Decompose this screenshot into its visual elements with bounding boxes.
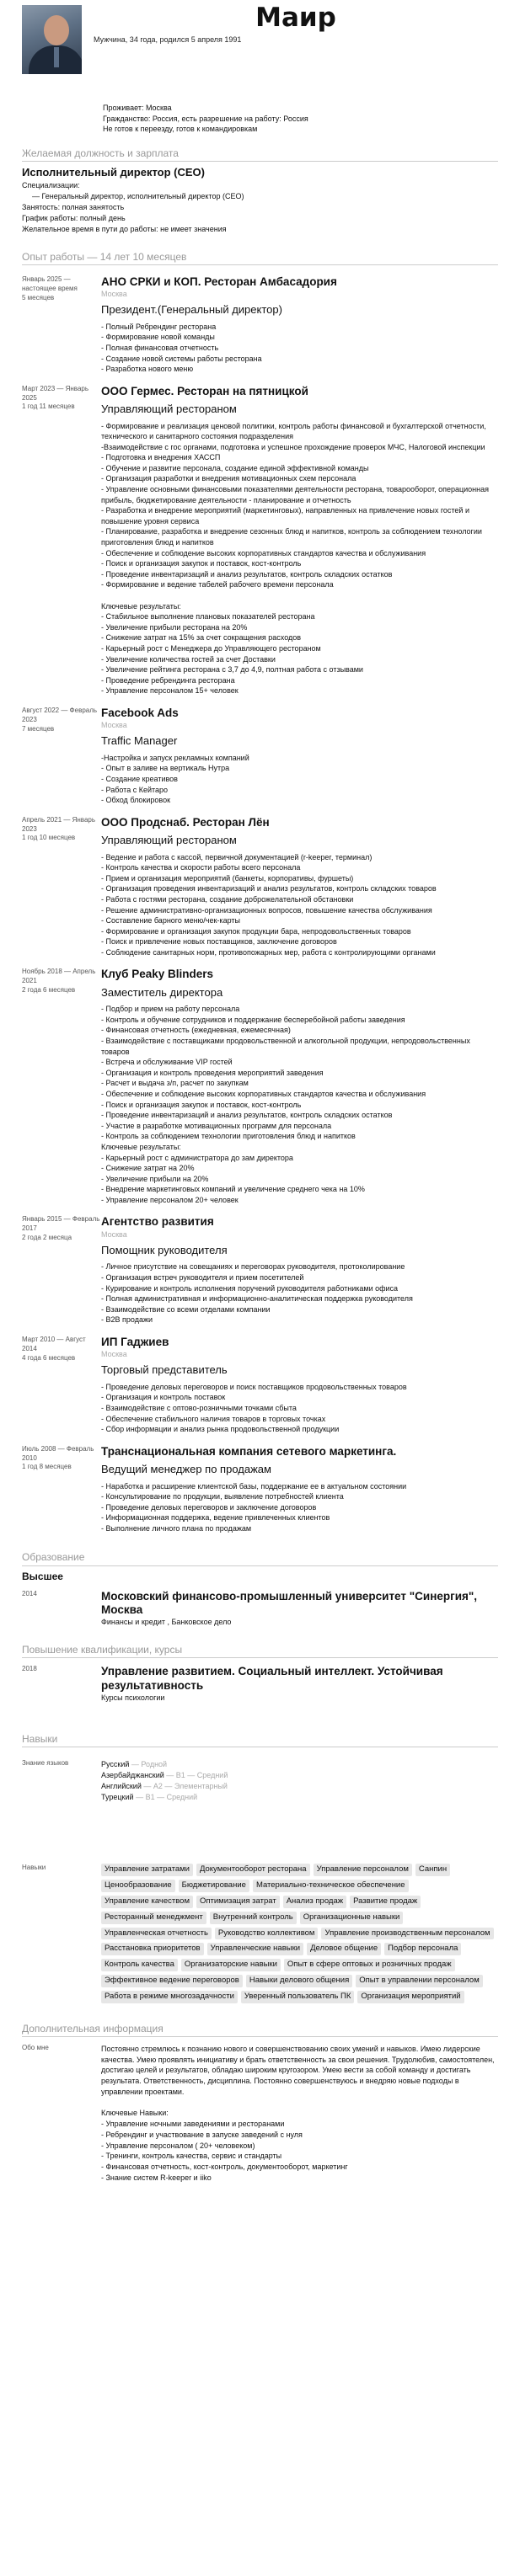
job-details [101,385,498,696]
job-item [22,385,498,696]
job-details [101,1215,498,1325]
job-details [101,1336,498,1435]
job-company: Транснациональная компания сетевого маркетинга. [101,1444,397,1458]
skills-block [22,1864,498,2003]
skill-tag: Эффективное ведение переговоров [101,1975,243,1987]
job-role: Помощник руководителя [101,1243,228,1256]
job-description: - Проведение деловых переговоров и поиск поставщиков продовольственных товаров - Организация и контроль поставок - Взаимодействие с оптово-розничными точками сбыта - Обеспечение стабильного наличия товаров в торговых точках - Сбор информации и анализ рынка продовольственной продукции [101,1382,407,1434]
job-role: Управляющий рестораном [101,402,237,415]
job-duration: 2 года 6 месяцев [22,986,76,995]
skill-tag: Управление качеством [101,1896,193,1908]
resume-header [22,5,498,83]
skill-tag: Работа в режиме многозадачности [101,1991,238,2003]
language-name: Русский [101,1760,130,1769]
skill-tag: Оптимизация затрат [196,1896,280,1908]
skill-tag: Подбор персонала [384,1943,461,1955]
job-company: Клуб Peaky Blinders [101,968,214,981]
education-institution: Московский финансово-промышленный университет "Синергия", Москва [101,1589,478,1617]
course-title: Управление развитием. Социальный интеллект. Устойчивая результативность [101,1665,443,1692]
language-name: Английский [101,1782,142,1791]
skill-tag: Санпин [415,1864,450,1876]
job-city: Москва [101,721,127,730]
education-year: 2014 [22,1589,37,1597]
photo-head-shape [44,15,69,45]
skill-tag: Документооборот ресторана [196,1864,310,1876]
education-level: Высшее [22,1570,63,1582]
job-period: Март 2010 — Август 2014 [22,1335,86,1352]
language-level: — A2 — Элементарный [141,1782,228,1791]
job-role: Управляющий рестораном [101,833,237,846]
language-item [101,1770,498,1781]
job-period: Ноябрь 2018 — Апрель 2021 [22,968,96,985]
language-item [101,1792,498,1803]
header-text [94,5,498,83]
language-level: — Родной [129,1760,168,1769]
job-role: Президент.(Генеральный директор) [101,303,282,317]
language-name: Турецкий [101,1793,134,1802]
skill-tag: Материально-техническое обеспечение [253,1880,409,1892]
candidate-info: Мужчина, 34 года, родился 5 апреля 1991 [94,35,242,45]
job-period: Январь 2025 — настоящее время [22,275,78,292]
job-period-block [22,968,101,1205]
skill-tag: Организационные навыки [300,1912,404,1924]
course-item [22,1665,498,1703]
job-role: Traffic Manager [101,734,178,748]
skills-tags [101,1864,498,2003]
skills-section-title: Навыки [22,1732,498,1747]
job-duration: 5 месяцев [22,293,55,301]
job-item [22,1215,498,1325]
language-item [101,1781,498,1792]
skill-tag: Уверенный пользователь ПК [241,1991,355,2003]
skill-tag: Ресторанный менеджмент [101,1912,206,1924]
skill-tag: Контроль качества [101,1959,178,1971]
job-period-block [22,1445,101,1534]
job-period-block [22,1336,101,1435]
job-item [22,707,498,806]
languages-label: Знание языков [22,1759,69,1768]
job-description: -Настройка и запуск рекламных компаний - Опыт в заливе на вертикаль Нутра - Создание креативов - Работа с Кейтаро - Обход блокировок [101,753,249,805]
job-company: Агентство развития [101,1215,214,1229]
job-details [101,816,498,958]
job-company: ООО Гермес. Ресторан на пятницкой [101,384,308,397]
job-period-block [22,275,101,375]
skill-tag: Расстановка приоритетов [101,1943,204,1955]
job-company: ИП Гаджиев [101,1335,169,1348]
skill-tag: Управление персоналом [314,1864,412,1876]
skill-tag: Управленческая отчетность [101,1928,212,1940]
citizenship: Гражданство: Россия, есть разрешение на работу: Россия [103,114,308,123]
desired-position: Исполнительный директор (CEO) [22,165,205,179]
profile-photo [22,5,82,74]
job-period-block [22,707,101,806]
skill-tag: Управление производственным персоналом [321,1928,493,1940]
languages-list [101,1759,498,1803]
skill-tag: Навыки делового общения [246,1975,352,1987]
language-level: — B1 — Средний [164,1771,228,1780]
skill-tag: Управленческие навыки [207,1943,303,1955]
job-city: Москва [101,1350,127,1359]
skill-tag: Опыт в сфере оптовых и розничных продаж [284,1959,455,1971]
skill-tag: Бюджетирование [179,1880,249,1892]
skill-tag: Организаторские навыки [181,1959,281,1971]
job-details [101,707,498,806]
job-company: Facebook Ads [101,706,179,719]
candidate-name: Маир [255,3,336,33]
job-item [22,275,498,375]
job-period: Январь 2015 — Февраль 2017 [22,1215,100,1233]
job-city: Москва [101,1229,127,1239]
about-label: Обо мне [22,2043,49,2051]
job-description: - Личное присутствие на совещаниях и переговорах руководителя, протоколирование - Организация встреч руководителя и прием посетителей - Курирование и контроль исполнения поручений руководителя работниками офиса - Полная административная и информационно-аналитическая поддержка руководителя - Взаимодействие со всеми отделами компании - B2B продажи [101,1262,413,1325]
education-item [22,1590,498,1628]
job-item [22,968,498,1205]
job-company: АНО СРКИ и КОП. Ресторан Амбасадория [101,275,337,288]
education-section-title: Образование [22,1550,498,1565]
language-name: Азербайджанский [101,1771,164,1780]
job-duration: 1 год 10 месяцев [22,834,76,842]
job-role: Торговый представитель [101,1363,228,1377]
address-block [103,103,498,135]
residence: Проживает: Москва [103,104,172,112]
skill-tag: Внутренний контроль [210,1912,297,1924]
job-item [22,816,498,958]
skill-tag: Деловое общение [307,1943,381,1955]
commute: Желательное время в пути до работы: не имеет значения [22,224,227,233]
language-item [101,1759,498,1770]
desired-section-title: Желаемая должность и зарплата [22,147,498,162]
spec-label: Специализации: [22,180,80,189]
job-company: ООО Продснаб. Ресторан Лён [101,815,270,829]
photo-tie-shape [54,47,59,67]
employment: Занятость: полная занятость [22,202,125,211]
job-item [22,1336,498,1435]
about-section-title: Дополнительная информация [22,2022,498,2037]
courses-section-title: Повышение квалификации, курсы [22,1643,498,1658]
job-role: Ведущий менеджер по продажам [101,1462,271,1475]
job-duration: 7 месяцев [22,724,55,733]
job-description: - Наработка и расширение клиентской базы, поддержание ее в актуальном состоянии - Консультирование по продукции, выявление потребностей клиента - Проведение деловых переговоров и заключение договоров - Информационная поддержка, ведение привлеченных клиентов - Выполнение личного плана по продажам [101,1481,407,1533]
spec-item: — Генеральный директор, исполнительный директор (CEO) [32,191,244,200]
about-block [22,2044,498,2184]
job-details [101,1445,498,1534]
job-duration: 1 год 11 месяцев [22,403,75,411]
skills-label: Навыки [22,1864,46,1872]
jobs-list [22,275,498,1534]
job-description: - Подбор и прием на работу персонала - Контроль и обучение сотрудников и поддержание бесперебойной работы заведения - Финансовая отчетность (ежедневная, ежемесячная) - Взаимодействие с поставщиками продовольственной и алкогольной продукции, непродовольственных товаров - Встреча и обслуживание VIP гостей - Организация и контроль проведения мероприятий заведения - Расчет и выдача з/п, расчет по закупкам - Обеспечение и соблюдение высоких корпоративных стандартов качества и обслуживания - Поиск и организация закупок и поставок, кост-контроль - Проведение инвентаризаций и анализ результатов, контроль складских остатков - Участие в разработке мотивационных программ для персонала - Контроль за соблюдением технологии приготовления блюд и напитков Ключевые результаты: - Карьерный рост с администратора до зам директора - Снижение затрат на 20% - Увеличение прибыли на 20% - Внедрение маркетинговых компаний и увеличение среднего чека на 10% - Управление персоналом 20+ человек [101,1005,470,1204]
relocation: Не готов к переезду, готов к командировкам [103,125,258,134]
job-period-block [22,1215,101,1325]
job-period: Август 2022 — Февраль 2023 [22,706,98,723]
job-duration: 1 год 8 месяцев [22,1463,72,1471]
job-item [22,1445,498,1534]
experience-section-title: Опыт работы — 14 лет 10 месяцев [22,250,498,265]
languages-block [22,1759,498,1803]
job-role: Заместитель директора [101,985,223,999]
job-city: Москва [101,290,127,299]
job-period-block [22,816,101,958]
job-period: Март 2023 — Январь 2025 [22,384,89,402]
about-text: Постоянно стремлюсь к познанию нового и совершенствованию своих умений и навыков. Имею лидерские качества. Умею проявлять инициативу и брать ответственность за свои решения. Трудолюбив, самостоятелен, достигаю целей и результатов, обладаю широким кругозором. Умею вести за собой команду и достигать результата. Ответственность, дисциплина. Постоянно совершенствуюсь и внедряю новые подходы в управлении проектами. Ключевые Навыки: - Управление ночными заведениями и ресторанами - Ребрендинг и участвование в запуске заведений с нуля - Управление персоналом ( 20+ человеком) - Тренинги, контроль качества, сервис и стандарты - Финансовая отчетность, кост-контроль, документооборот, маркетинг - Знание систем R-keeper и iiko [101,2044,495,2182]
job-period: Июль 2008 — Февраль 2010 [22,1444,94,1462]
education-faculty: Финансы и кредит , Банковское дело [101,1618,232,1627]
skill-tag: Руководство коллективом [215,1928,319,1940]
job-description: - Формирование и реализация ценовой политики, контроль работы финансовой и бухгалтерской отчетности, технического и санитарного состояния подразделения -Взаимодействие с гос органами, подготовка и успешное прохождение проверок МЧС, Налоговой инспекции - Подготовка и внедрения ХАССП - Обучение и развитие персонала, создание единой эффективной команды - Организация разработки и внедрения мотивационных схем персонала - Управление основными финансовыми показателями деятельности ресторана, товарооборот, операционная прибыль, бюджетирование деятельности - планирование и отчетность - Разработка и внедрение мероприятий (маркетинговых), направленных на привлечение новых гостей и повышение уровня сервиса - Планирование, разработка и внедрение сезонных блюд и напитков, контроль за соблюдением технологии приготовления блюд и напитков - Обеспечение и соблюдение высоких корпоративных стандартов качества и обслуживания - Поиск и организация закупок и поставок, кост-контроль - Проведение инвентаризаций и анализ результатов, контроль складских остатков - Формирование и ведение табелей рабочего времени персонала Ключевые результаты: - Стабильное выполнение плановых показателей ресторана - Увеличение прибыли ресторана на 20% - Снижение затрат на 15% за счет сокращения расходов - Карьерный рост с Менеджера до Управляющего рестораном - Увеличение количества гостей за счет Доставки - Увеличение рейтинга ресторана с 3,7 до 4,9, полтная работа с отзывами - Проведение ребрендинга ресторана - Управление персоналом 15+ человек [101,421,489,696]
course-org: Курсы психологии [101,1693,165,1702]
job-duration: 2 года 2 месяца [22,1234,72,1242]
language-level: — B1 — Средний [133,1793,198,1802]
skill-tag: Опыт в управлении персоналом [356,1975,483,1987]
skill-tag: Развитие продаж [350,1896,421,1908]
skill-tag: Ценообразование [101,1880,175,1892]
job-period: Апрель 2021 — Январь 2023 [22,815,96,833]
schedule: График работы: полный день [22,213,126,222]
desired-details [22,180,498,235]
skill-tag: Управление затратами [101,1864,193,1876]
job-details [101,275,498,375]
skill-tag: Анализ продаж [283,1896,346,1908]
job-period-block [22,385,101,696]
job-description: - Полный Ребрендинг ресторана - Формирование новой команды - Полная финансовая отчетность - Создание новой системы работы ресторана - Разработка нового меню [101,322,262,374]
skill-tag: Организация мероприятий [357,1991,464,2003]
job-duration: 4 года 6 месяцев [22,1353,76,1362]
job-description: - Ведение и работа с кассой, первичной документацией (r-keeper, терминал) - Контроль качества и скорости работы всего персонала - Прием и организация мероприятий (банкеты, корпоративы, фуршеты) - Организация проведения инвентаризаций и анализ результатов, контроль складских товаров - Работа с гостями ресторана, создание доброжелательной обстановки - Решение административно-организационных вопросов, повышение качества обслуживания - Составление барного меню/чек-карты - Формирование и организация закупок продукции бара, непродовольственных товаров - Поиск и привлечение новых поставщиков, заключение договоров - Соблюдение санитарных норм, противопожарных мер, работа с контролирующими органами [101,852,437,957]
course-year: 2018 [22,1665,37,1673]
job-details [101,968,498,1205]
